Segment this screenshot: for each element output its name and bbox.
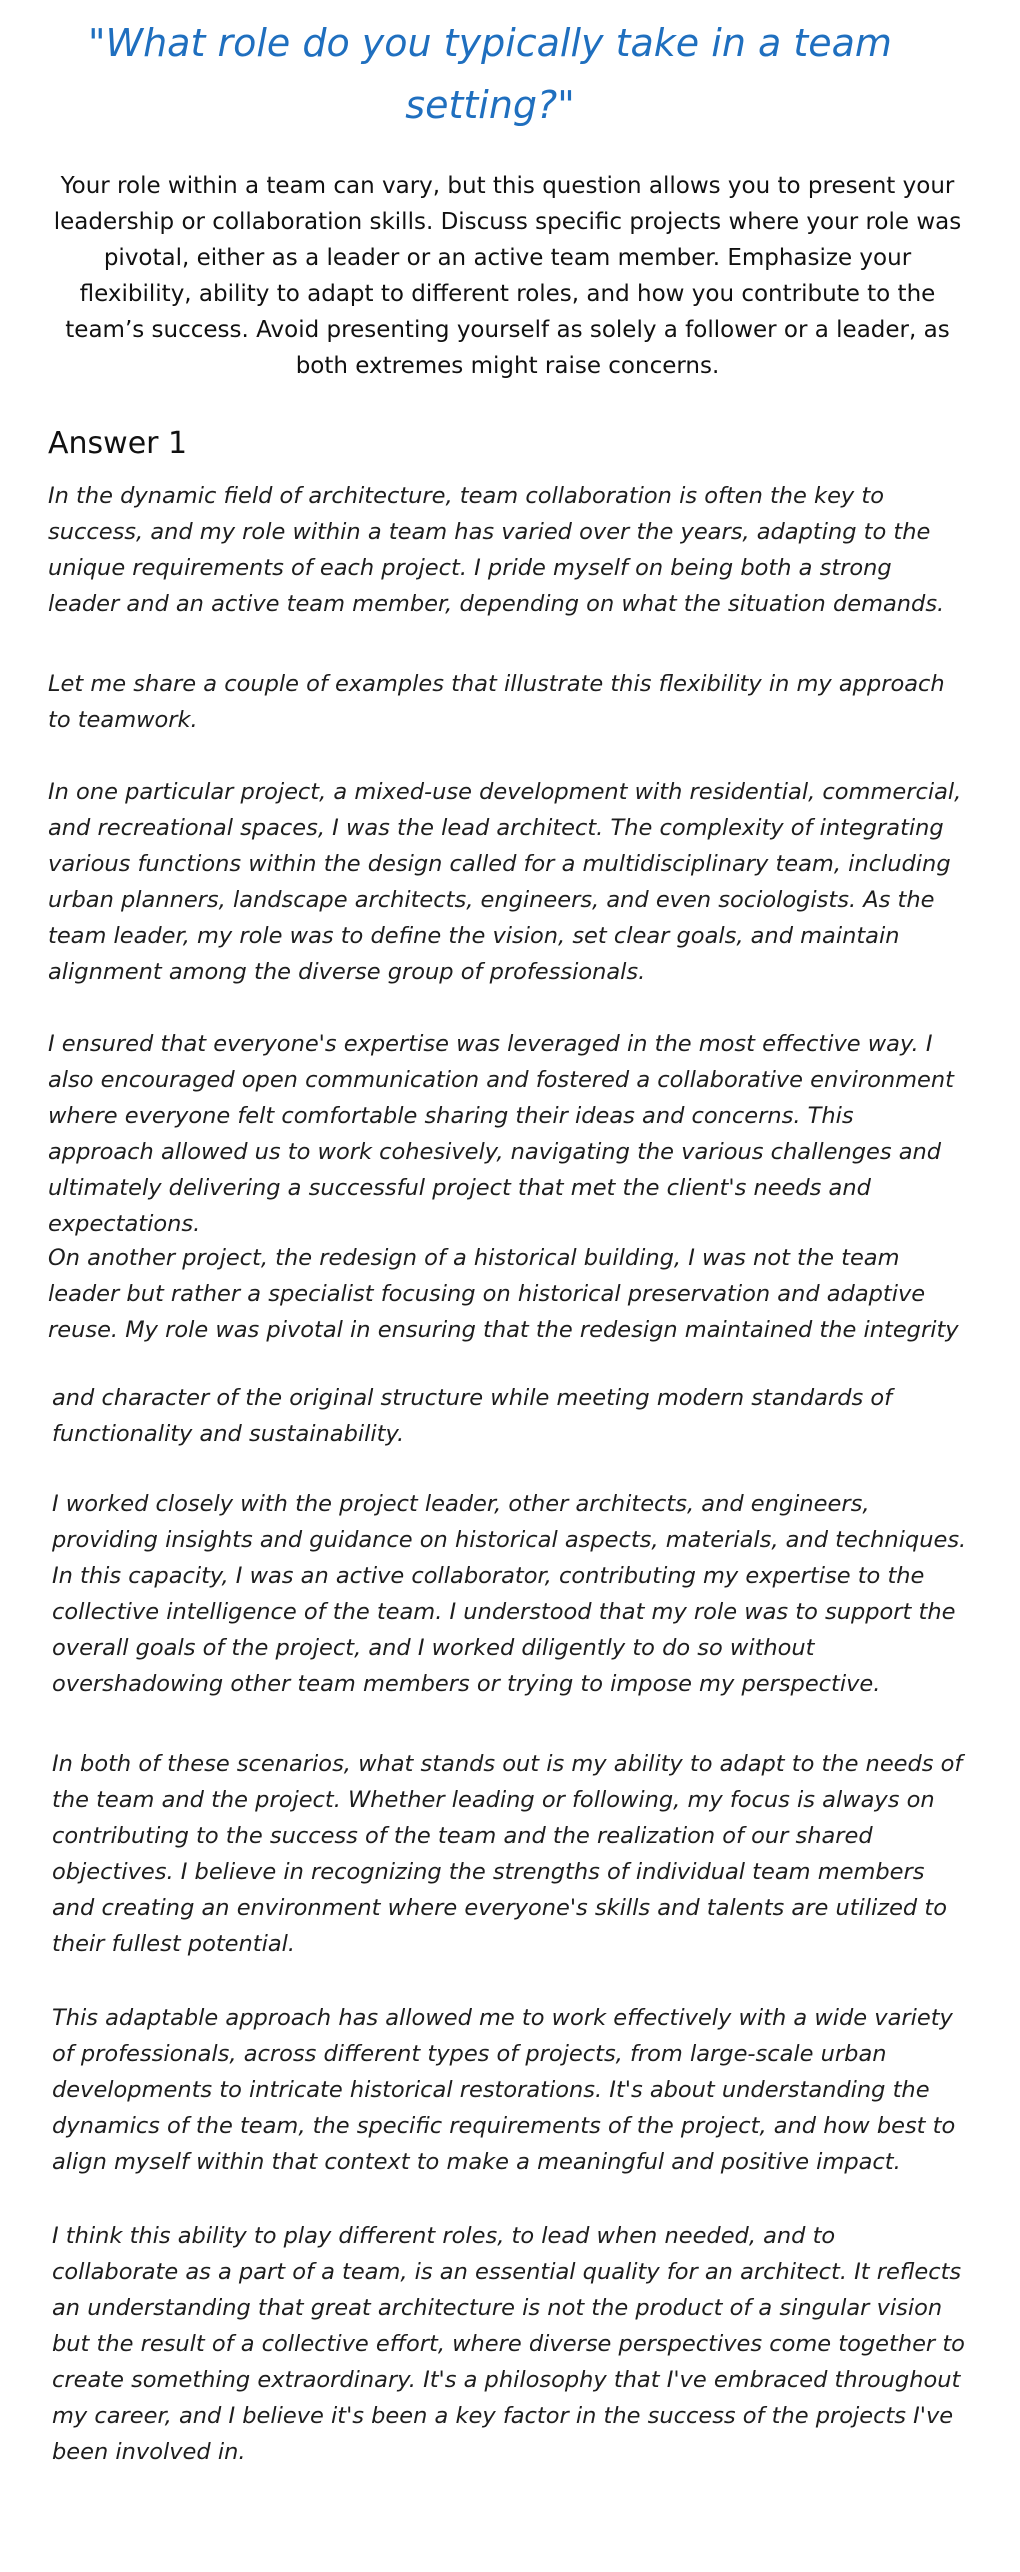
answer-paragraph: I ensured that everyone's expertise was leveraged in the most effective way. I also encouraged open communication and fostered a collaborative environment where everyone felt comfortable sharing their ideas and concerns. This approach allowed us to work cohesively, navigating the various challenges and ultimately delivering a successful project that met the client's needs and expectations. <box>48 1031 954 1237</box>
answer-paragraph: Let me share a couple of examples that illustrate this flexibility in my approach to teamwork. <box>48 671 945 733</box>
answer-paragraph: This adaptable approach has allowed me to work effectively with a wide variety of professionals, across different types of projects, from large-scale urban developments to intricate historical restorations. It's about understanding the dynamics of the team, the specific requirements of the project, and how best to align myself within that context to make a meaningful and positive impact. <box>52 2005 956 2175</box>
question-intro: Your role within a team can vary, but this question allows you to present your leadership or collaboration skills. Discuss specific projects where your role was pivotal, either as a leader or an active team member. Emphasize your flexibility, ability to adapt to different roles, and how you contribute to the team’s success. Avoid presenting yourself as solely a follower or a leader, as both extremes might raise concerns. <box>53 173 962 379</box>
answer-paragraph: In the dynamic field of architecture, team collaboration is often the key to success, and my role within a team has varied over the years, adapting to the unique requirements of each project. I pride myself on being both a strong leader and an active team member, depending on what the situation demands. <box>48 483 945 617</box>
answer-paragraph: I worked closely with the project leader, other architects, and engineers, providing insights and guidance on historical aspects, materials, and techniques. In this capacity, I was an active collaborator, contributing my expertise to the collective intelligence of the team. I understood that my role was to support the overall goals of the project, and I worked diligently to do so without overshadowing other team members or trying to impose my perspective. <box>52 1491 967 1697</box>
answer-paragraph: In one particular project, a mixed-use development with residential, commercial, and recreational spaces, I was the lead architect. The complexity of integrating various functions within the design called for a multidisciplinary team, including urban planners, landscape architects, engineers, and even sociologists. As the team leader, my role was to define the vision, set clear goals, and maintain alignment among the diverse group of professionals. <box>48 779 962 985</box>
answer-paragraph: On another project, the redesign of a historical building, I was not the team leader but rather a specialist focusing on historical preservation and adaptive reuse. My role was pivotal in ensuring that the redesign maintained the integrity <box>48 1245 959 1343</box>
answer-paragraph: and character of the original structure while meeting modern standards of functionality and sustainability. <box>52 1385 893 1447</box>
question-title: "What role do you typically take in a team setting?" <box>88 21 892 127</box>
answer-paragraph: I think this ability to play different roles, to lead when needed, and to collaborate as a part of a team, is an essential quality for an architect. It reflects an understanding that great architecture is not the product of a singular vision but the result of a collective effort, where diverse perspectives come together to create something extraordinary. It's a philosophy that I've embraced throughout my career, and I believe it's been a key factor in the success of the projects I've been involved in. <box>52 2223 965 2465</box>
answer-heading: Answer 1 <box>48 426 188 461</box>
answer-paragraph: In both of these scenarios, what stands out is my ability to adapt to the needs of the team and the project. Whether leading or following, my focus is always on contributing to the success of the team and the realization of our shared objectives. I believe in recognizing the strengths of individual team members and creating an environment where everyone's skills and talents are utilized to their fullest potential. <box>52 1751 963 1957</box>
